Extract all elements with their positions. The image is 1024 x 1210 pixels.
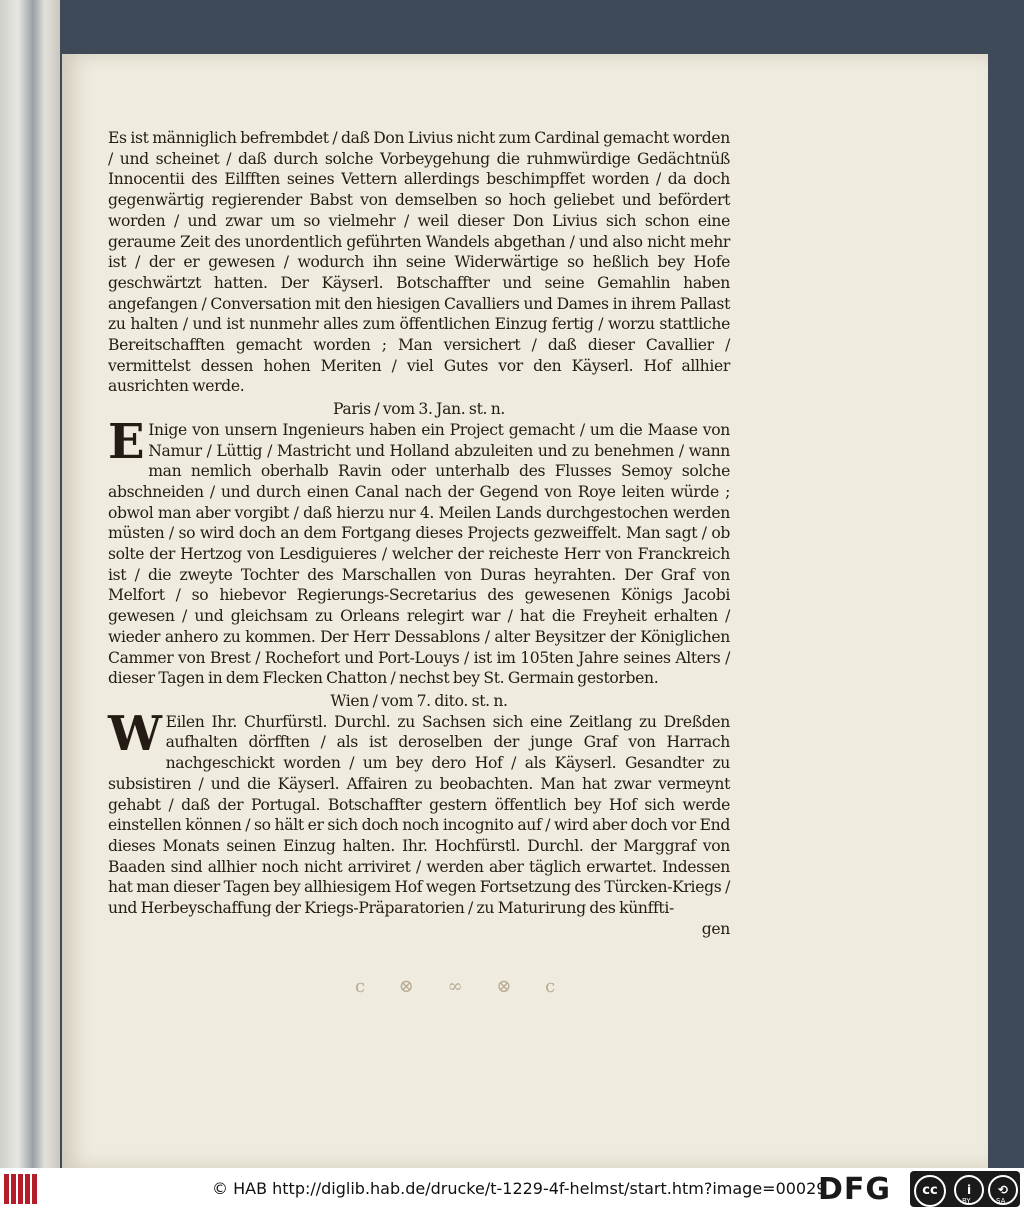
sa-icon: ⟲ [988, 1175, 1018, 1205]
wien-text: Eilen Ihr. Churfürstl. Durchl. zu Sachsen sich eine Zeitlang zu Dreßden aufhalten dörfften / als ist deroselben der junge Graf von Harrach nachgeschickt worden / um bey dero Hof / als Käyserl. Gesandter zu subsistiren / und die Käyserl. Affairen zu beobachten. Man hat zwar vermeynt gehabt / daß der Portugal. Botschaffter gestern öffentlich bey Hof sich werde einstellen können / so hält er sich doch noch incognito auf / wird aber doch vor End dieses Monats seinen Einzug halten. Ihr. Hochfürstl. Durchl. der Marggraf von Baaden sind allhier noch nicht arriviret / werden aber täglich erwartet. Indessen hat man dieser Tagen bey allhiesigem Hof wegen Fortsetzung des Türcken-Kriegs / und Herbeyschaffung der Kriegs-Präparatorien / zu Maturirung des künffti- [108, 712, 730, 918]
dateline-paris: Paris / vom 3. Jan. st. n. [332, 400, 506, 419]
initial-e: E [108, 413, 145, 470]
article-text [108, 128, 730, 939]
initial-w: W [108, 705, 162, 762]
hab-logo-icon[interactable] [4, 1174, 48, 1206]
catchword: gen [701, 919, 730, 938]
book-edge [0, 0, 60, 1168]
cc-license-badge[interactable] [910, 1171, 1020, 1207]
by-label: BY [962, 1197, 971, 1205]
dfg-logo[interactable]: DFG [818, 1172, 892, 1207]
paris-text: Inige von unsern Ingenieurs haben ein Project gemacht / um die Maase von Namur / Lüttig / Mastricht und Holland abzuleiten und zu benehmen / wann man nemlich oberhalb Ravin oder unterhalb des Flusses Semoy solche abschneiden / und durch einen Canal nach der Gegend von Roye leiten würde ; obwol man aber vorgibt / daß hierzu nur 4. Meilen Lands durchgestochen werden müsten / so wird doch an dem Fortgang dieses Projects gezweiffelt. Man sagt / ob solte der Hertzog von Lesdiguieres / welcher der reicheste Herr von Franckreich ist / die zweyte Tochter des Marschallen von Duras heyrahten. Der Graf von Melfort / so hiebevor Regierungs-Secretarius des gewesenen Königs Jacobi gewesen / und gleichsam zu Orleans relegirt war / hat die Freyheit erhalten / wieder anhero zu kommen. Der Herr Dessablons / alter Beysitzer der Königlichen Cammer von Brest / Rochefort und Port-Louys / ist im 105ten Jahre seines Alters / dieser Tagen in dem Flecken Chatton / nechst bey St. Germain gestorben. [108, 420, 730, 688]
source-url-link[interactable]: © HAB http://diglib.hab.de/drucke/t-1229-4f-helmst/start.htm?image=00029 [212, 1179, 827, 1198]
ornament: c ⊗ ∞ ⊗ c [355, 976, 570, 997]
paragraph-paris [108, 413, 730, 689]
paragraph-rome: Es ist männiglich befrembdet / daß Don Livius nicht zum Cardinal gemacht worden / und scheinet / daß durch solche Vorbeygehung die ruhmwürdige Gedächtnüß Innocentii des Eilfften seines Vettern allerdings beschimpffet worden / da doch gegenwärtig regierender Babst von demselben so hoch geliebet und befördert worden / und zwar um so vielmehr / weil dieser Don Livius sich schon eine geraume Zeit des unordentlich geführten Wandels abgethan / und also nicht mehr ist / der er gewesen / wodurch ihn seine Widerwärtige so heßlich bey Hofe geschwärtzt hatten. Der Käyserl. Botschaffter und seine Gemahlin haben angefangen / Conversation mit den hiesigen Cavalliers und Dames in ihrem Pallast zu halten / und ist nunmehr alles zum öffentlichen Einzug fertig / worzu stattliche Bereitschafften gemacht worden ; Man versichert / daß dieser Cavallier / vermittelst dessen hohen Meriten / viel Gutes vor den Käyserl. Hof allhier ausrichten werde. [108, 129, 730, 396]
sa-label: SA [996, 1197, 1006, 1205]
cc-icon: cc [914, 1175, 946, 1207]
dateline-wien: Wien / vom 7. dito. st. n. [330, 691, 508, 710]
paragraph-wien [108, 705, 730, 919]
by-icon: i [954, 1175, 984, 1205]
viewer-footer [0, 1168, 1024, 1210]
